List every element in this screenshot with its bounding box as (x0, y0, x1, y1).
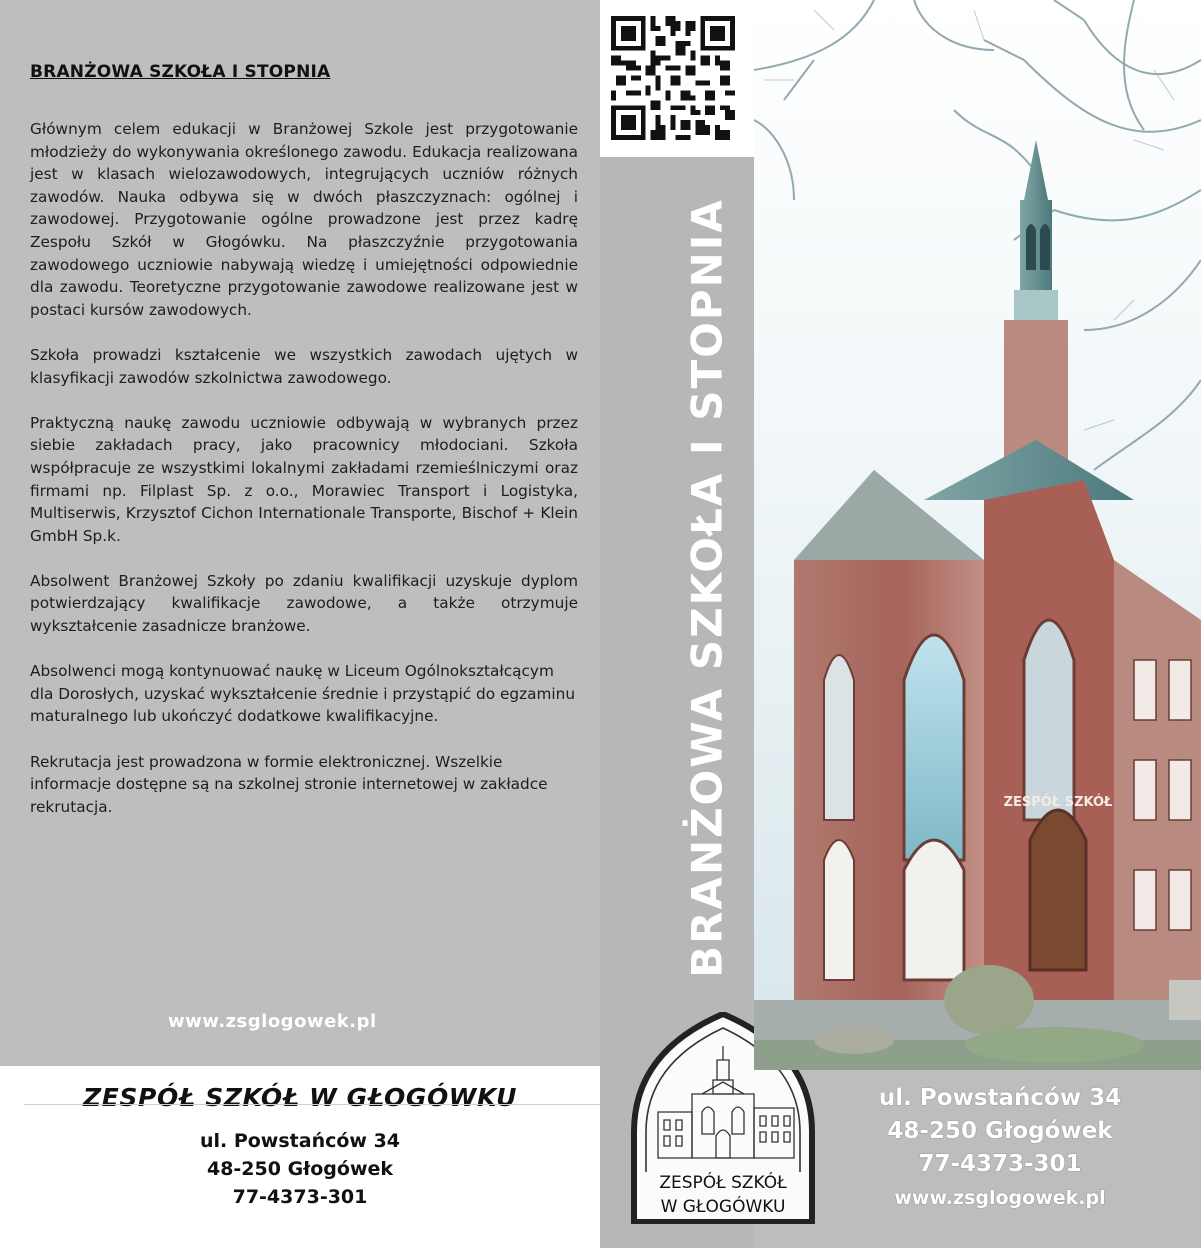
logo-text-line2: W GŁOGÓWKU (660, 1197, 786, 1217)
website-link-right[interactable]: www.zsglogowek.pl (894, 1187, 1106, 1209)
address-street: ul. Powstańców 34 (199, 1130, 401, 1152)
contact-info-right (830, 1082, 1170, 1213)
description-text (30, 118, 578, 841)
phone-number-right: 77-4373-301 (918, 1151, 1082, 1177)
school-address (0, 1127, 600, 1211)
paragraph-recruitment: Rekrutacja jest prowadzona w formie elektronicznej. Wszelkie informacje dostępne są na szkolnej stronie internetowej w zakładce rekrutacja. (30, 752, 548, 816)
address-street-right: ul. Powstańców 34 (878, 1085, 1122, 1111)
paragraph-practical-training: Praktyczną naukę zawodu uczniowie odbywają w wybranych przez siebie zakładach pracy, jako pracownicy młodociani. Szkoła współpracuje ze wszystkimi lokalnymi zakładami rzemieślniczymi oraz firmami np. Filplast Sp. z o.o., Morawiec Transport i Logistyka, Multiserwis, Krzysztof Cichon Internationale Transporte, Bischof + Klein GmbH Sp.k. (30, 413, 578, 545)
phone-number: 77-4373-301 (232, 1186, 368, 1208)
vertical-school-title: BRANŻOWA SZKOŁA I STOPNIA (682, 198, 732, 978)
building-sign: ZESPÓŁ SZKÓŁ (1003, 795, 1113, 810)
paragraph-graduate: Absolwent Branżowej Szkoły po zdaniu kwalifikacji uzyskuje dyplom potwierdzający kwalifikacje zawodowe, a także otrzymuje wykształcenie zasadnicze branżowe. (30, 571, 578, 636)
qr-code-icon[interactable] (611, 16, 735, 140)
school-name: ZESPÓŁ SZKÓŁ W GŁOGÓWKU (83, 1083, 517, 1112)
logo-text-line1: ZESPÓŁ SZKÓŁ (659, 1173, 787, 1193)
website-link-left[interactable]: www.zsglogowek.pl (168, 1011, 377, 1032)
divider (24, 1104, 600, 1105)
paragraph-further-education: Absolwenci mogą kontynuować naukę w Liceum Ogólnokształcącym dla Dorosłych, uzyskać wykształcenie średnie i przystąpić do egzaminu maturalnego lub ukończyć dodatkowe kwalifikacyjne. (30, 662, 576, 726)
paragraph-professions: Szkoła prowadzi kształcenie we wszystkich zawodach ujętych w klasyfikacji zawodów szkolnictwa zawodowego. (30, 345, 578, 387)
address-city-right: 48-250 Głogówek (887, 1118, 1113, 1144)
paragraph-education-goal: Głównym celem edukacji w Branżowej Szkole jest przygotowanie młodzieży do wykonywania określonego zawodu. Edukacja realizowana jest w klasach wielozawodowych, integrujących uczniów różnych zawodów. Nauka odbywa się w dwóch płaszczyznach: ogólnej i zawodowej. Przygotowanie ogólne prowadzone jest przez kadrę Zespołu Szkół w Głogówku. Na płaszczyźnie przygotowania zawodowego uczniowie nabywają wiedzę i umiejętności odpowiednie dla zawodu. Teoretyczne przygotowanie zawodowe realizowane jest w postaci kursów zawodowych. (30, 120, 578, 319)
address-city: 48-250 Głogówek (206, 1158, 394, 1180)
page-heading: BRANŻOWA SZKOŁA I STOPNIA (30, 62, 331, 82)
school-building-photo (754, 0, 1201, 1070)
